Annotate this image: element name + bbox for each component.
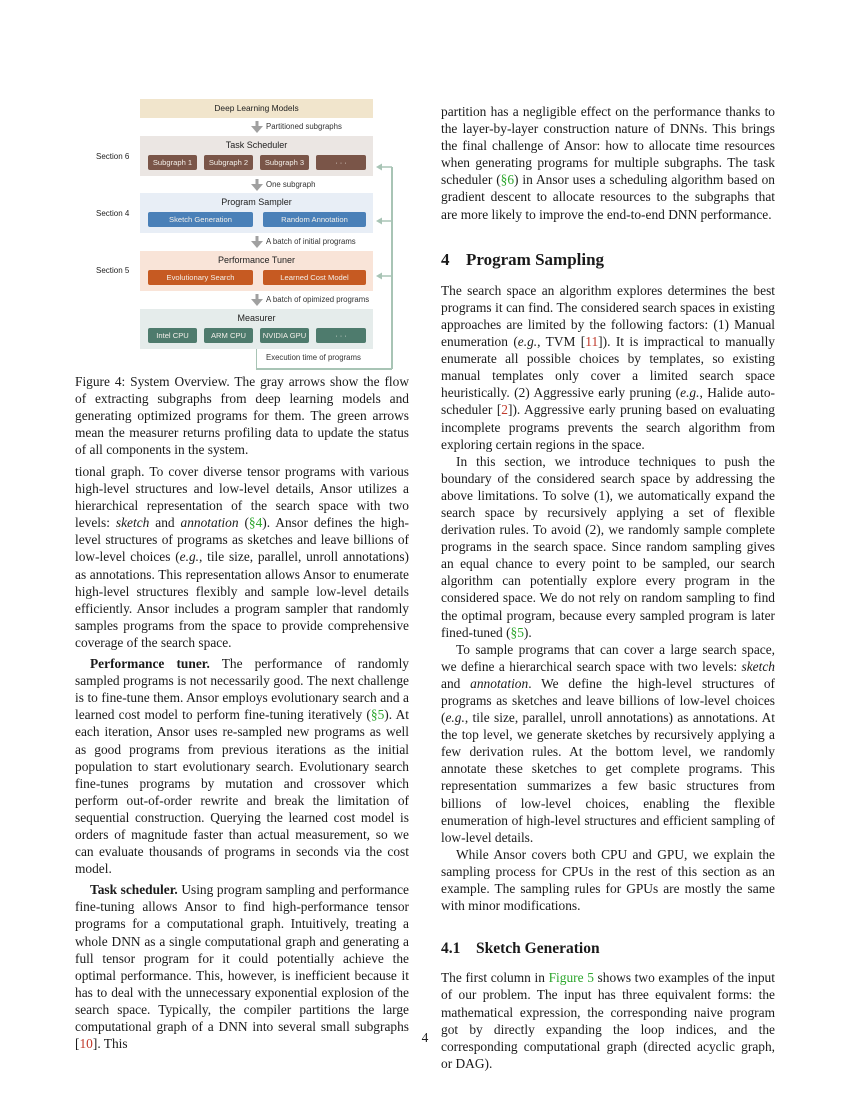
feedback-line-bottom: [256, 368, 392, 370]
intel-cpu-chip: Intel CPU: [148, 328, 197, 343]
section-ref-link[interactable]: §5: [510, 624, 524, 640]
gray-down-arrow-icon: [251, 236, 263, 248]
paragraph-heading: Performance tuner.: [90, 656, 210, 672]
measurer-title: Measurer: [237, 313, 276, 323]
figure-4-caption: Figure 4: System Overview. The gray arrows show the flow of extracting subgraphs from deep learning models and generating optimized programs for them. The green arrows mean the measurer returns profiling data to update the status of all components in the system.: [75, 374, 409, 458]
subsection-heading: 4.1 Sketch Generation: [441, 940, 600, 958]
right-column: [441, 103, 775, 1072]
subgraph-2-chip: Subgraph 2: [204, 155, 253, 170]
citation-link[interactable]: 11: [585, 334, 599, 350]
task-scheduler-title: Task Scheduler: [225, 140, 288, 150]
performance-tuner-title: Performance Tuner: [217, 255, 296, 265]
feedback-line-left: [256, 349, 257, 369]
paragraph: The first column in Figure 5 shows two examples of the input of our problem. The input has three equivalent forms: the mathematical expression, the corresponding naive program got by directly expanding the loop indices, and the corresponding computational graph (directed acyclic graph, or DAG).: [441, 970, 775, 1071]
paragraph-heading: Task scheduler.: [90, 882, 178, 898]
arrow-label-one-subgraph: One subgraph: [266, 180, 316, 189]
paragraph: tional graph. To cover diverse tensor programs with various high-level structures and low-level details, Ansor utilizes a hierarchical representation of the search space with two levels: sketch and annotation (§4). Ansor defines the high-level structures of programs as sketches and leave billions of low-level choices (e.g., tile size, parallel, unroll annotations) as annotations. This representation allows Ansor to enumerate high-level structures flexibly and sample low-level details efficiently. Ansor includes a program sampler that randomly samples programs from the space to provide comprehensive coverage of the search space.: [75, 464, 410, 650]
execution-time-label: Execution time of programs: [266, 353, 361, 362]
gray-down-arrow-icon: [251, 179, 263, 191]
program-sampler-title: Program Sampler: [221, 197, 292, 207]
green-feedback-arrow-icon: [376, 272, 392, 280]
sketch-generation-chip: Sketch Generation: [148, 212, 253, 227]
paragraph-performance-tuner: Performance tuner. The performance of randomly sampled programs is not necessarily good. The next challenge is to fine-tune them. Ansor employs evolutionary search and a learned cost model to perform fine-tuning iteratively (§5). At each iteration, Ansor uses re-sampled new programs as well as good programs from previous iterations as the initial population to start evolutionary search. Evolutionary search fine-tunes programs by mutation and crossover which perform out-of-order rewrite and break the limitation of sequential construction. Querying the learned cost model is orders of magnitude faster than actual measurement, so we can evaluate thousands of programs in seconds via the cost model.: [75, 656, 409, 877]
measurer-box: [140, 309, 373, 349]
nvidia-gpu-chip: NVIDIA GPU: [260, 328, 309, 343]
feedback-line-vertical: [391, 167, 393, 369]
deep-learning-models-box: [140, 99, 373, 118]
left-column: [75, 463, 409, 1052]
section-6-label: Section 6: [96, 152, 130, 161]
evolutionary-search-chip: Evolutionary Search: [148, 270, 253, 285]
section-ref-link[interactable]: §4: [248, 515, 263, 531]
performance-tuner-box: [140, 251, 373, 291]
arrow-label-optimized-programs: A batch of opimized programs: [266, 295, 370, 304]
citation-link[interactable]: 10: [79, 1036, 93, 1052]
paragraph: partition has a negligible effect on the performance thanks to the layer-by-layer construction nature of DNNs. This brings the final challenge of Ansor: how to allocate time resources when generating programs for multiple subgraphs. The task scheduler (§6) in Ansor uses a scheduling algorithm based on gradient descent to allocate resources to the subgraphs that are more likely to improve the end-to-end DNN performance.: [441, 104, 775, 222]
deep-learning-models-label: Deep Learning Models: [214, 103, 299, 113]
gray-down-arrow-icon: [251, 294, 263, 306]
arrow-label-initial-programs: A batch of initial programs: [266, 237, 356, 246]
green-feedback-arrow-icon: [376, 217, 392, 225]
paragraph: In this section, we introduce techniques to push the boundary of the considered search space by addressing the above limitations. To solve (1), we automatically expand the search space by recursively applying a set of flexible derivation rules. To avoid (2), we randomly sample complete programs in the search space. Since random sampling gives an equal chance to every point to be sampled, our search algorithm can potentially explore every program in the considered space. We do not rely on random sampling to find the optimal program, because every sampled program is later fined-tuned (§5).: [441, 453, 775, 640]
section-ref-link[interactable]: §6: [500, 172, 515, 188]
subgraph-1-chip: Subgraph 1: [148, 155, 197, 170]
random-annotation-chip: Random Annotation: [263, 212, 366, 227]
section-ref-link[interactable]: §5: [370, 707, 385, 723]
paragraph: While Ansor covers both CPU and GPU, we explain the sampling process for CPUs in the rest of this section as an example. The sampling rules for GPUs are mostly the same with minor modifications.: [441, 846, 775, 914]
system-overview-figure: [80, 95, 400, 370]
arrow-label-partitioned: Partitioned subgraphs: [266, 122, 342, 131]
learned-cost-model-chip: Learned Cost Model: [263, 270, 366, 285]
figure-ref-link[interactable]: Figure 5: [548, 970, 594, 986]
section-5-label: Section 5: [96, 266, 130, 275]
arm-cpu-chip: ARM CPU: [204, 328, 253, 343]
section-4-label: Section 4: [96, 209, 130, 218]
task-scheduler-box: [140, 136, 373, 176]
green-feedback-arrow-icon: [376, 163, 392, 171]
subgraph-more-chip: · · ·: [316, 155, 366, 170]
program-sampler-box: [140, 193, 373, 233]
paragraph: To sample programs that can cover a large search space, we define a hierarchical search space with two levels: sketch and annotation. We define the high-level structures of programs as sketches and leave billions of low-level choices (e.g., tile size, parallel, unroll annotations) as annotations. At the top level, we generate sketches by recursively applying a few derivation rules. At the bottom level, we randomly annotate these sketches to get complete programs. This representation summarizes a few basic structures from billions of low-level choices, enabling the flexible enumeration of high-level structures and efficient sampling of low-level details.: [441, 641, 775, 845]
paragraph: The search space an algorithm explores determines the best programs it can find. The considered search spaces in existing approaches are limited by the following factors: (1) Manual enumeration (e.g., TVM [11]). It is impractical to manually enumerate all possible choices by templates, so existing manual templates only cover a limited search space heuristically. (2) Aggressive early pruning (e.g., Halide auto-scheduler [2]). Aggressive early pruning based on evaluating incomplete programs prevents the search algorithm from exploring certain regions in the space.: [441, 282, 776, 452]
subgraph-3-chip: Subgraph 3: [260, 155, 309, 170]
section-heading: 4 Program Sampling: [441, 249, 605, 269]
citation-link[interactable]: 2: [501, 402, 508, 418]
measurer-more-chip: · · ·: [316, 328, 366, 343]
page-number: 4: [421, 1030, 429, 1045]
gray-down-arrow-icon: [251, 121, 263, 133]
paragraph-task-scheduler: Task scheduler. Using program sampling and performance fine-tuning allows Ansor to find high-performance tensor programs for a computational graph. Intuitively, treating a whole DNN as a single computational graph and generating a full tensor program for it could potentially achieve the optimal performance. This, however, is inefficient because it has to deal with the unnecessary exponential explosion of the search space. Typically, the compiler partitions the large computational graph of a DNN into several small subgraphs [10]. This: [75, 882, 409, 1052]
